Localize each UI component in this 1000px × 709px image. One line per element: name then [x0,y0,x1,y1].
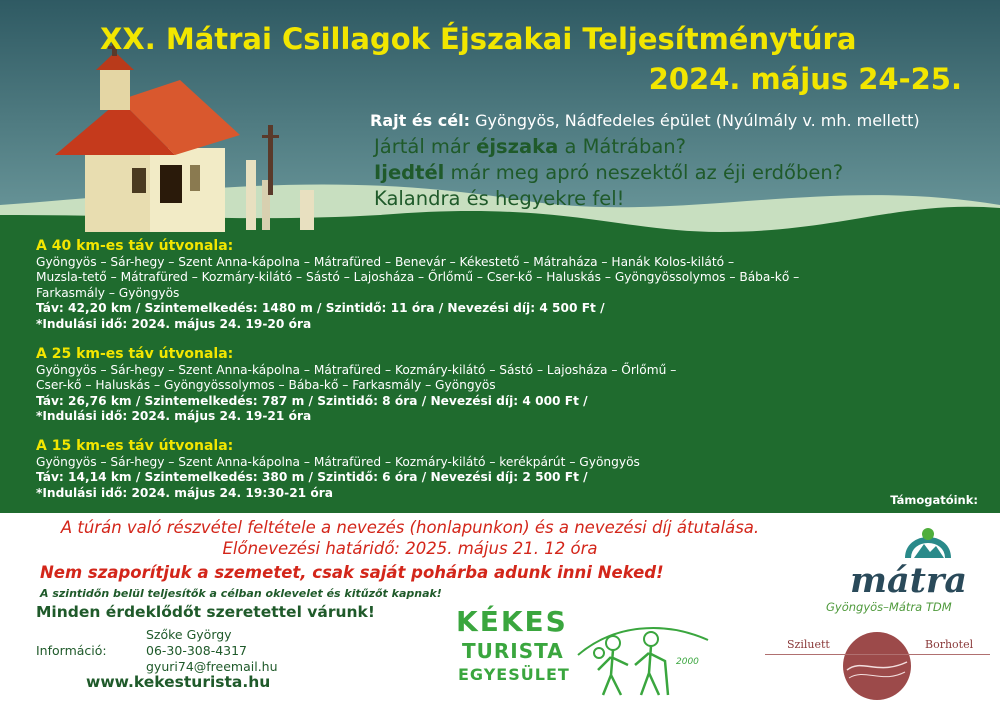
contact-name: Szőke György [146,627,232,642]
route-stats: Táv: 26,76 km / Szintemelkedés: 787 m / Szintidő: 8 óra / Nevezési díj: 4 000 Ft / [36,393,588,408]
no-waste-notice: Nem szaporítjuk a szemetet, csak saját pohárba adunk inni Neked! [40,563,664,582]
question-3: Kalandra és hegyekre fel! [374,187,625,210]
route-start-time: *Indulási idő: 2024. május 24. 19-21 óra [36,409,312,424]
route-start-time: *Indulási idő: 2024. május 24. 19-20 óra [36,316,312,331]
kekes-logo-line1: KÉKES [456,605,568,638]
kekes-logo-year: 2000 [676,657,699,667]
route-40km [36,238,966,332]
event-title: XX. Mátrai Csillagok Éjszakai Teljesítménytúra [100,22,857,56]
kekes-logo-line2: TURISTA [462,639,564,663]
route-path-line: Muzsla-tető – Mátrafüred – Kozmáry-kilátó – Sástó – Lajosháza – Őrlőmű – Cser-kő – Haluskás – Gyöngyössolymos – Bába-kő – [36,270,800,285]
route-path-line: Gyöngyös – Sár-hegy – Szent Anna-kápolna – Mátrafüred – Benevár – Kékestető – Mátraháza – Hanák Kolos-kilátó – [36,255,735,269]
borhotel-divider [765,654,990,655]
route-stats: Táv: 42,20 km / Szintemelkedés: 1480 m / Szintidő: 11 óra / Nevezési díj: 4 500 Ft / [36,301,605,316]
matra-wordmark: mátra [850,560,967,601]
route-start-time: *Indulási idő: 2024. május 24. 19:30-21 óra [36,485,334,500]
matra-subtitle: Gyöngyös–Mátra TDM [826,600,952,614]
welcome-text: Minden érdeklődőt szeretettel várunk! [36,603,375,621]
start-label: Rajt és cél: [370,111,470,130]
route-path-line: Cser-kő – Haluskás – Gyöngyössolymos – Bába-kő – Farkasmály – Gyöngyös [36,378,496,393]
kekes-turista-logo [448,605,718,705]
pre-registration-deadline: Előnevezési határidő: 2025. május 21. 12 óra [222,539,598,558]
award-notice: A szintidőn belül teljesítők a célban oklevelet és kitűzőt kapnak! [40,587,442,600]
sziluett-borhotel-logo [765,628,990,703]
route-path-line: Farkasmály – Gyöngyös [36,285,180,300]
participation-condition: A túrán való részvétel feltétele a nevezés (honlapunkon) és a nevezési díj átutalása. [60,518,760,537]
route-heading: A 15 km-es táv útvonala: [36,438,234,454]
contact-email[interactable]: gyuri74@freemail.hu [146,659,278,674]
mountain-logo-icon [904,522,952,562]
start-value: Gyöngyös, Nádfedeles épület (Nyúlmály v. mh. mellett) [469,111,920,130]
supporters-label: Támogatóink: [890,493,978,507]
borhotel-label: Borhotel [925,638,974,651]
website-link[interactable]: www.kekesturista.hu [86,673,271,691]
matra-tdm-logo [822,522,987,622]
route-stats: Táv: 14,14 km / Szintemelkedés: 380 m / Szintidő: 6 óra / Nevezési díj: 2 500 Ft / [36,470,588,485]
start-finish-line [370,111,920,130]
route-heading: A 40 km-es táv útvonala: [36,238,234,254]
contact-label: Információ: [36,643,107,658]
sziluett-label: Sziluett [787,638,830,651]
kekes-logo-line3: EGYESÜLET [458,665,570,684]
route-path-line: Gyöngyös – Sár-hegy – Szent Anna-kápolna – Mátrafüred – Kozmáry-kilátó – Sástó – Lajosháza – Őrlőmű – [36,363,677,377]
contact-phone: 06-30-308-4317 [146,643,248,658]
route-heading: A 25 km-es táv útvonala: [36,346,234,362]
borhotel-emblem-icon [837,628,917,703]
route-path-line: Gyöngyös – Sár-hegy – Szent Anna-kápolna – Mátrafüred – Kozmáry-kilátó – kerékpárút – Gyöngyös [36,455,640,469]
question-1: Jártál már éjszaka a Mátrában? [374,135,687,158]
route-25km [36,346,966,425]
route-15km [36,438,966,501]
question-2: Ijedtél már meg apró neszektől az éji erdőben? [374,161,844,184]
event-date: 2024. május 24-25. [648,62,962,96]
